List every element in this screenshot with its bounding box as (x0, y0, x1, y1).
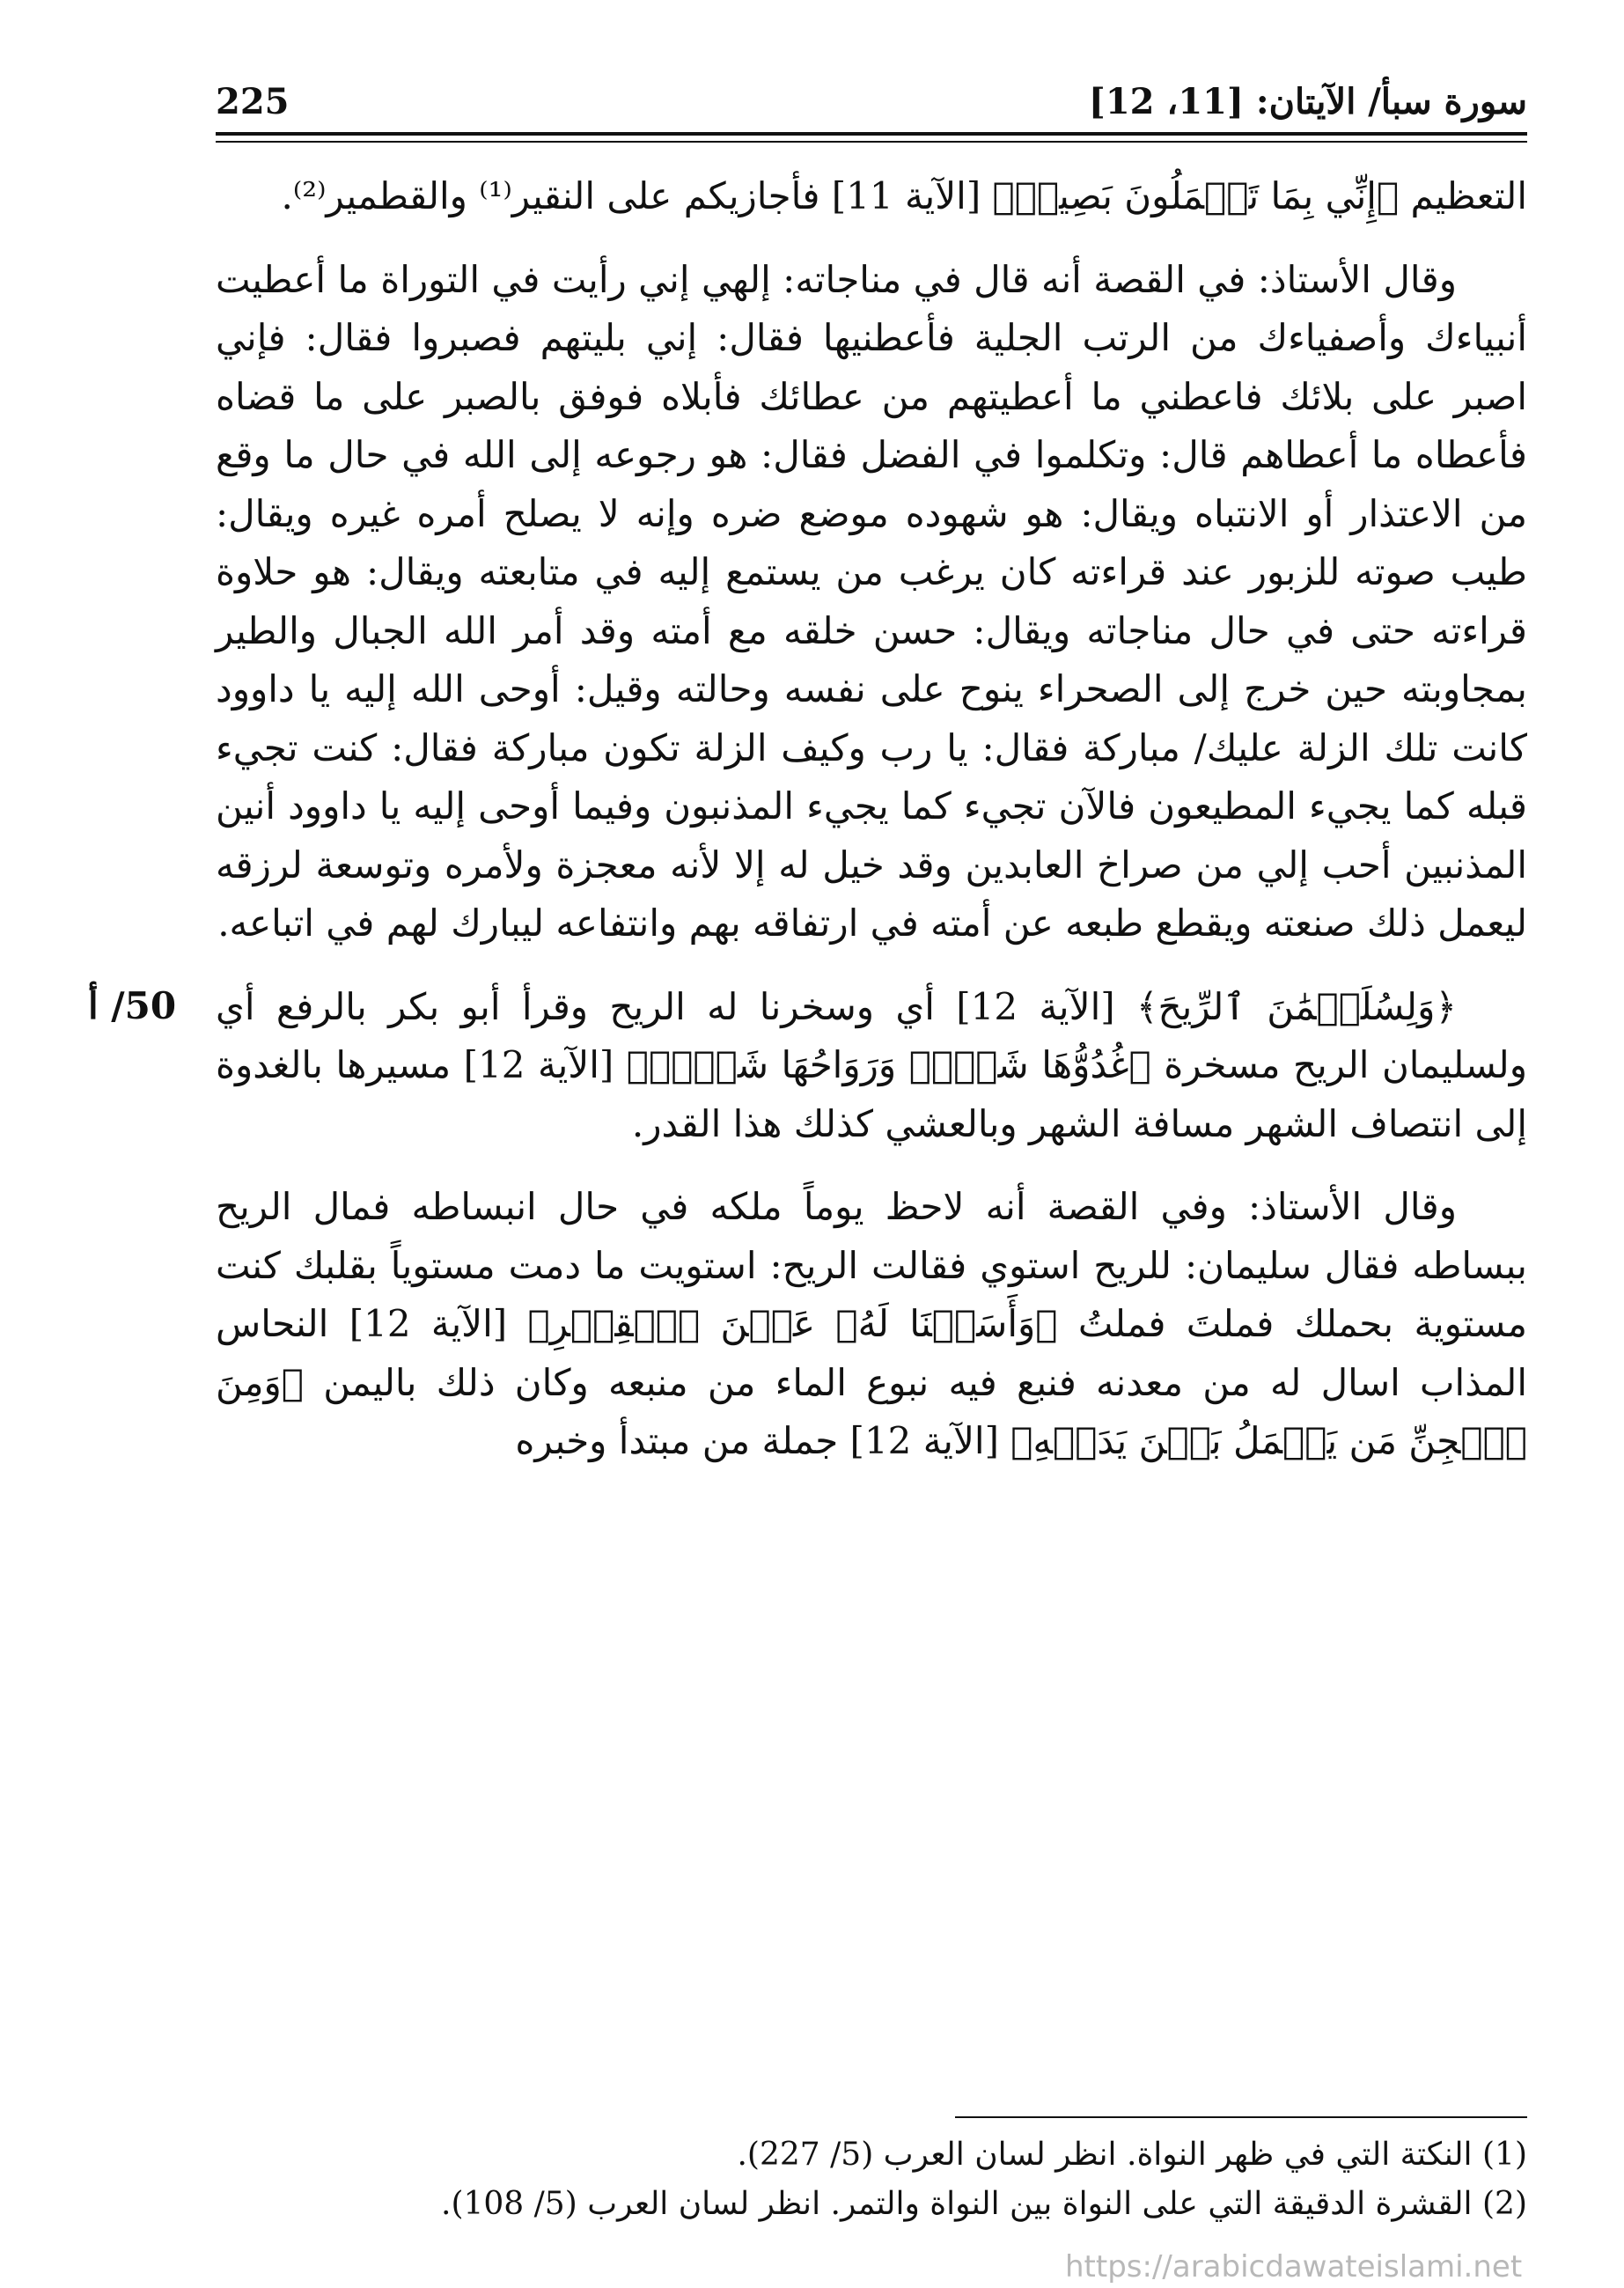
paragraph-1: التعظيم ﴿إِنِّي بِمَا تَعۡمَلُونَ بَصِيرٞ﴾ [الآية 11] فأجازيكم على النقير⁽¹⁾ والقطمير⁽²⁾. (281, 174, 1527, 217)
manuscript-folio-marker: 50/ أ (88, 984, 177, 1027)
paragraph-4: وقال الأستاذ: وفي القصة أنه لاحظ يوماً ملكه في حال انبساطه فمال الريح ببساطه فقال سليمان: للريح استوي فقالت الريح: استويت ما دمت مستوياً بقلبك كنت مستوية بحملك فملتَ فملتُ ﴿وَأَسَلۡنَا لَهُۥ عَيۡنَ ٱلۡقِطۡرِ﴾ [الآية 12] النحاس المذاب اسال له من معدنه فنبع فيه نبوع الماء من منبعه وكان ذلك باليمن ﴿وَمِنَ ٱلۡجِنِّ مَن يَعۡمَلُ بَيۡنَ يَدَيۡهِ﴾ [الآية 12] جملة من مبتدأ وخبره (216, 1185, 1527, 1462)
running-header (216, 81, 1527, 134)
footnote-2: (2) القشرة الدقيقة التي على النواة بين النواة والتمر. انظر لسان العرب (5/ 108). (441, 2186, 1527, 2222)
body-text (216, 167, 1527, 1471)
header-rule-thick (216, 132, 1527, 136)
paragraph-2: وقال الأستاذ: في القصة أنه قال في مناجاته: إلهي إني رأيت في التوراة ما أعطيت أنبياءك وأصفياءك من الرتب الجلية فأعطنيها فقال: إني بليتهم فصبروا فقال: فإني اصبر على بلائك فاعطني ما أعطيتهم من عطائك فأبلاه فوفق بالصبر على ما قضاه فأعطاه ما أعطاهم قال: وتكلموا في الفضل فقال: هو رجوعه إلى الله في حال ما وقع من الاعتذار أو الانتباه ويقال: هو شهوده موضع ضره وإنه لا يصلح أمره غيره ويقال: طيب صوته للزبور عند قراءته كان يرغب من يستمع إليه في متابعته ويقال: هو حلاوة قراءته حتى في حال مناجاته ويقال: حسن خلقه مع أمته وقد أمر الله الجبال والطير بمجاوبته حين خرج إلى الصحراء ينوح على نفسه وحالته وقيل: أوحى الله إليه يا داوود كانت تلك الزلة عليك/ مباركة فقال: يا رب وكيف الزلة تكون مباركة فقال: كنت تجيء قبله كما يجيء المطيعون فالآن تجيء كما يجيء المذنبون وفيما أوحى إليه يا داوود أنين المذنبين أحب إلي من صراخ العابدين وقد خيل له إلا لأنه معجزة ولأمره وتوسعة لرزقه ليعمل ذلك صنعته ويقطع طبعه عن أمته في ارتفاقه بهم وانتفاعه ليبارك لهم في اتباعه. (216, 257, 1527, 945)
page-number: 225 (216, 81, 290, 122)
surah-header-title: سورة سبأ/ الآيتان: [11، 12] (1088, 81, 1527, 122)
footnotes (216, 2130, 1527, 2229)
paragraph-3: ﴿وَلِسُلَيۡمَٰنَ ٱلرِّيحَ﴾ [الآية 12] أي وسخرنا له الريح وقرأ أبو بكر بالرفع أي ولسليمان الريح مسخرة ﴿غُدُوُّهَا شَهۡرٞ وَرَوَاحُهَا شَهۡرٞ﴾ [الآية 12] مسيرها بالغدوة إلى انتصاف الشهر مسافة الشهر وبالعشي كذلك هذا القدر. (216, 984, 1527, 1145)
footnote-1: (1) النكتة التي في ظهر النواة. انظر لسان العرب (5/ 227). (737, 2137, 1527, 2173)
site-watermark: https://arabicdawateislami.net (1065, 2249, 1523, 2284)
footnote-separator (955, 2116, 1527, 2118)
header-rule-thin (216, 141, 1527, 143)
